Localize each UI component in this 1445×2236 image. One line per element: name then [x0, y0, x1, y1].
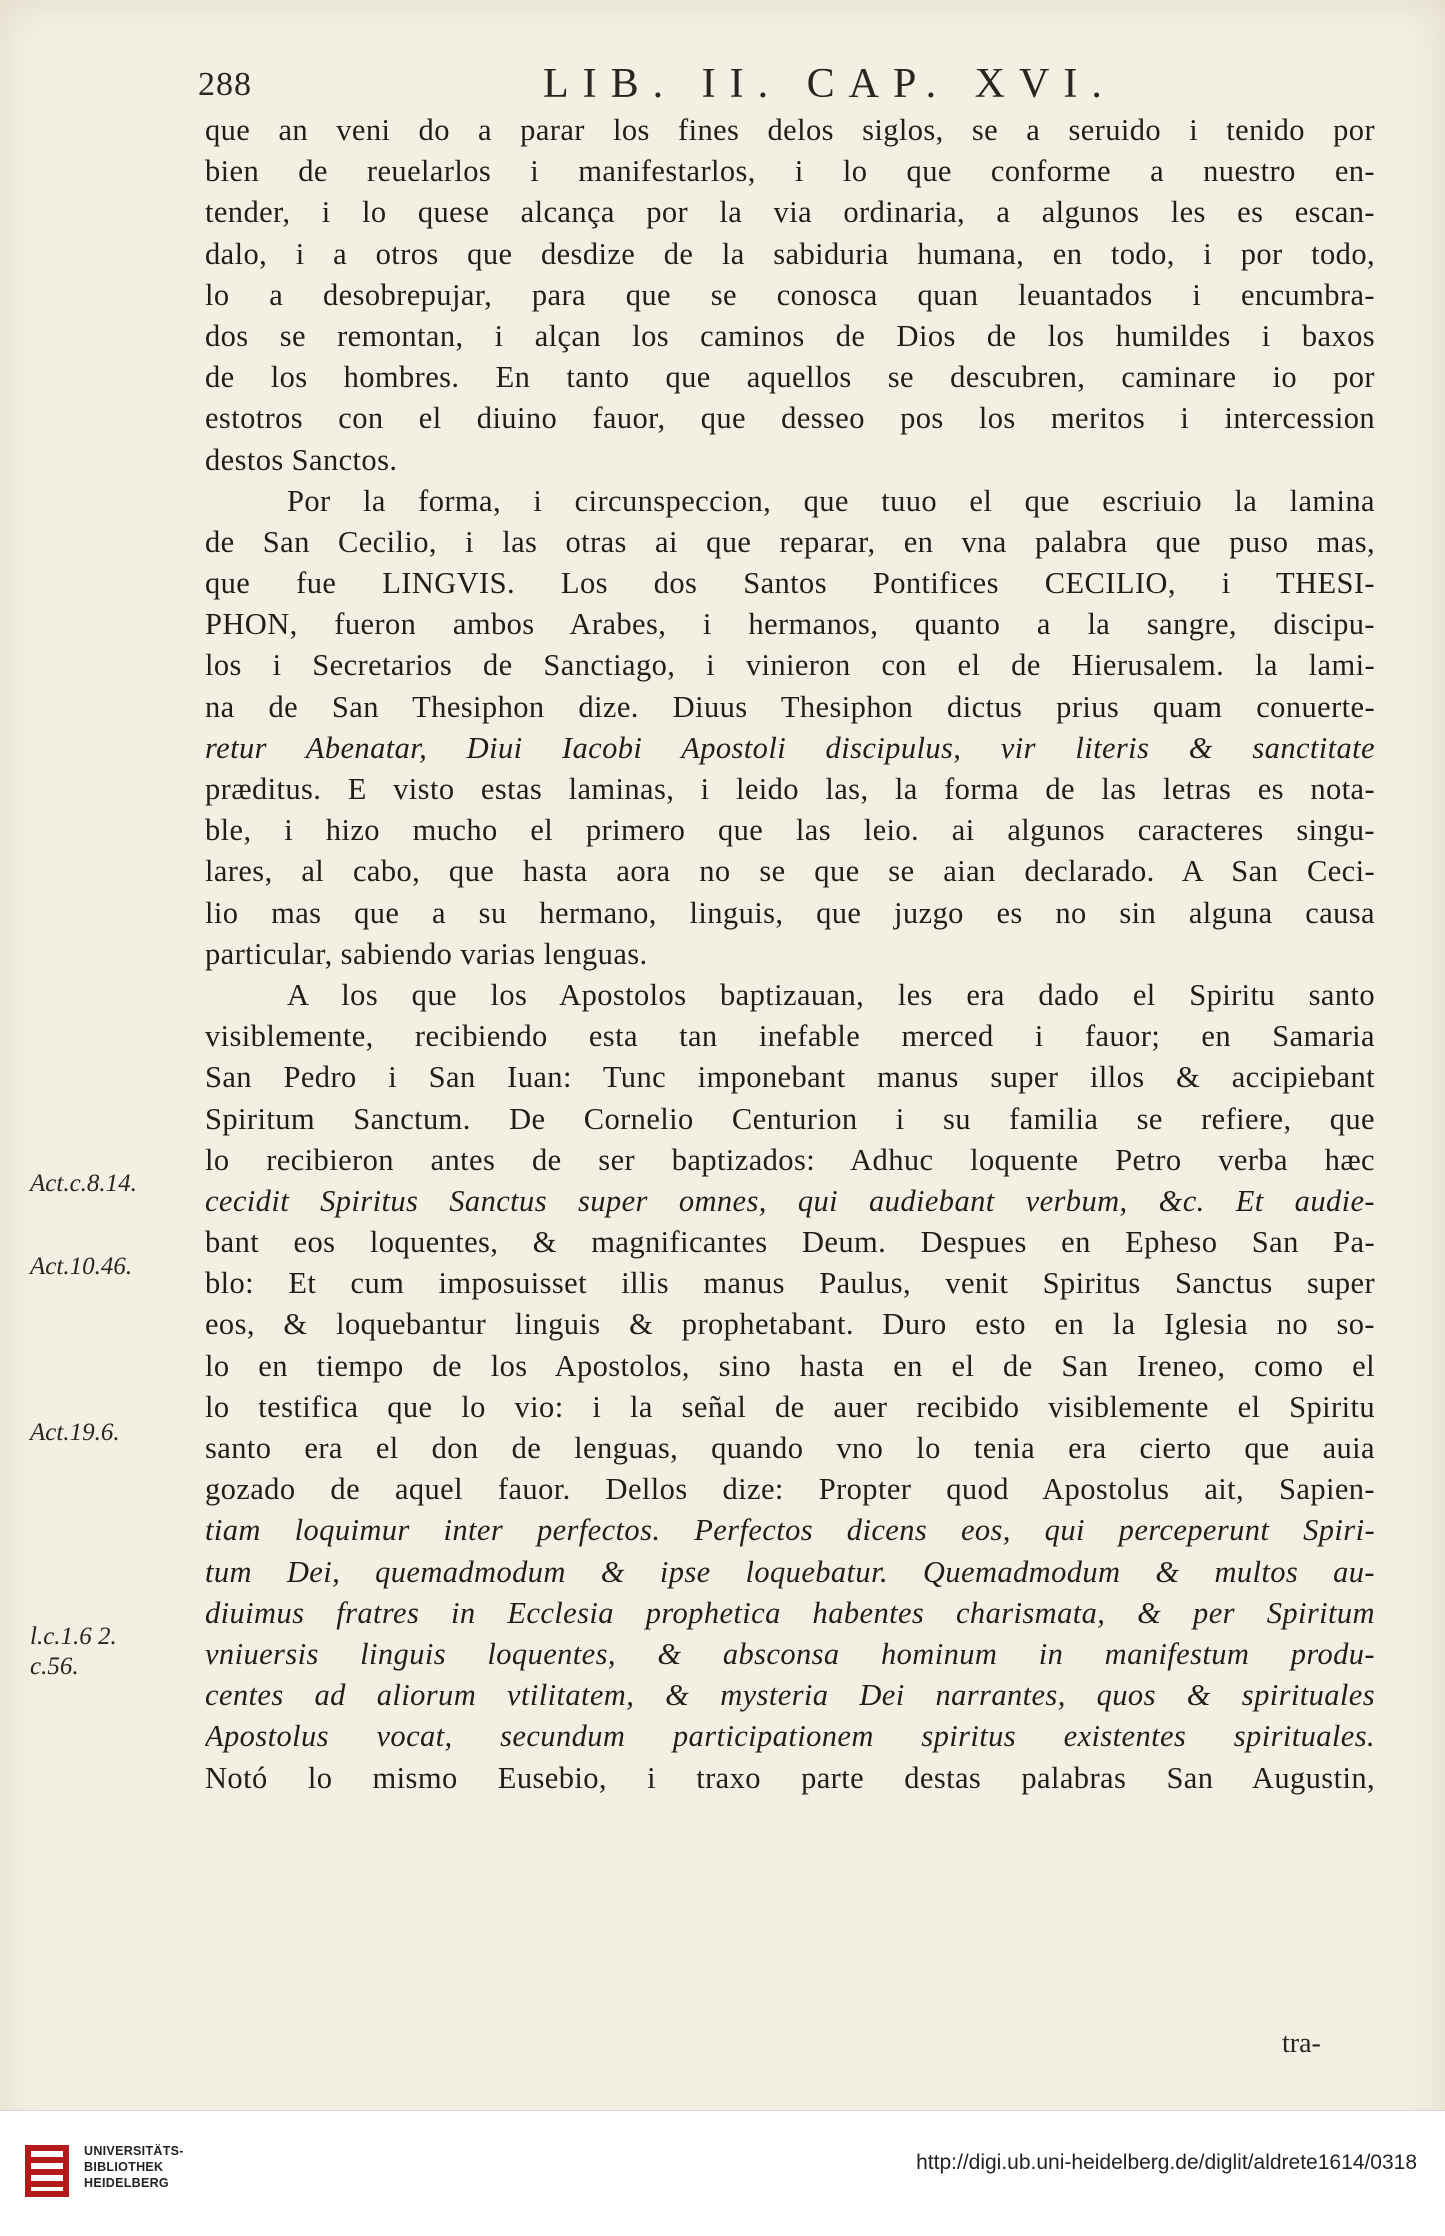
text-line: bien de reuelarlos i manifestarlos, i lo que conforme a nuestro en- — [205, 154, 1375, 189]
text-line: tum Dei, quemadmodum & ipse loquebatur. Quemadmodum & multos au- — [205, 1554, 1375, 1589]
institution-line: HEIDELBERG — [84, 2176, 169, 2190]
text-line: Spiritum Sanctum. De Cornelio Centurion i su familia se refiere, que — [205, 1101, 1375, 1136]
text-line: præditus. E visto estas laminas, i leido las, la forma de las letras es nota- — [205, 772, 1375, 806]
text-line: tender, i lo quese alcança por la via ordinaria, a algunos les es escan- — [205, 195, 1375, 230]
page-header — [198, 60, 1378, 114]
institution-line: UNIVERSITÄTS- — [84, 2144, 184, 2158]
text-line: que an veni do a parar los fines delos siglos, se a seruido i tenido por — [205, 113, 1375, 147]
text-line: lo en tiempo de los Apostolos, sino hasta en el de San Ireneo, como el — [205, 1348, 1375, 1383]
margin-note: c.56. — [30, 1653, 79, 1680]
margin-note: Act.10.46. — [30, 1253, 133, 1280]
text-line: dalo, i a otros que desdize de la sabiduria humana, en todo, i por todo, — [205, 236, 1375, 271]
margin-note: Act.c.8.14. — [30, 1170, 137, 1197]
university-library-logo-icon — [22, 2139, 72, 2203]
text-line: ble, i hizo mucho el primero que las leio. ai algunos caracteres singu- — [205, 813, 1375, 848]
text-line: visiblemente, recibiendo esta tan inefable merced i fauor; en Samaria — [205, 1019, 1375, 1054]
text-line: San Pedro i San Iuan: Tunc imponebant manus super illos & accipiebant — [205, 1060, 1375, 1095]
text-line: lo recibieron antes de ser baptizados: Adhuc loquente Petro verba hæc — [205, 1142, 1375, 1177]
running-head: LIB. II. CAP. XVI. — [543, 61, 1116, 107]
text-line: A los que los Apostolos baptizauan, les era dado el Spiritu santo — [287, 977, 1375, 1012]
text-line: destos Sanctos. — [205, 442, 398, 477]
text-line: lares, al cabo, que hasta aora no se que se aian declarado. A San Ceci- — [205, 854, 1375, 889]
text-line: centes ad aliorum vtilitatem, & mysteria Dei narrantes, quos & spirituales — [205, 1678, 1375, 1713]
text-line: gozado de aquel fauor. Dellos dize: Propter quod Apostolus ait, Sapien- — [205, 1472, 1375, 1507]
institution-line: BIBLIOTHEK — [84, 2160, 164, 2174]
text-line: PHON, fueron ambos Arabes, i hermanos, quanto a la sangre, discipu- — [205, 607, 1375, 642]
page-number: 288 — [198, 66, 252, 103]
text-line: retur Abenatar, Diui Iacobi Apostoli discipulus, vir literis & sanctitate — [205, 730, 1375, 765]
text-line: bant eos loquentes, & magnificantes Deum. Despues en Epheso San Pa- — [205, 1225, 1375, 1260]
text-line: santo era el don de lenguas, quando vno lo tenia era cierto que auia — [205, 1431, 1375, 1465]
text-line: lo a desobrepujar, para que se conosca quan leuantados i encumbra- — [205, 277, 1375, 312]
text-line: vniuersis linguis loquentes, & absconsa hominum in manifestum produ- — [205, 1636, 1375, 1671]
text-line: lo testifica que lo vio: i la señal de auer recibido visiblemente el Spiritu — [205, 1389, 1375, 1424]
text-line: de San Cecilio, i las otras ai que reparar, en vna palabra que puso mas, — [205, 524, 1375, 559]
text-line: lio mas que a su hermano, linguis, que juzgo es no sin alguna causa — [205, 895, 1375, 930]
source-url-link[interactable]: http://digi.ub.uni-heidelberg.de/diglit/aldrete1614/0318 — [916, 2151, 1417, 2174]
text-line: que fue LINGVIS. Los dos Santos Pontifices CECILIO, i THESI- — [205, 566, 1375, 601]
main-text — [205, 110, 1375, 1799]
margin-note: l.c.1.6 2. — [30, 1623, 117, 1650]
text-line: cecidit Spiritus Sanctus super omnes, qui audiebant verbum, &c. Et audie- — [205, 1183, 1375, 1218]
text-line: Notó lo mismo Eusebio, i traxo parte destas palabras San Augustin, — [205, 1760, 1375, 1795]
text-line: dos se remontan, i alçan los caminos de Dios de los humildes i baxos — [205, 318, 1375, 353]
text-line: Por la forma, i circunspeccion, que tuuo el que escriuio la lamina — [287, 483, 1375, 518]
text-line: Apostolus vocat, secundum participationem spiritus existentes spirituales. — [205, 1719, 1375, 1754]
text-line: tiam loquimur inter perfectos. Perfectos dicens eos, qui perceperunt Spiri- — [205, 1513, 1375, 1548]
text-line: particular, sabiendo varias lenguas. — [205, 936, 648, 971]
footer-bar — [0, 2110, 1445, 2236]
institution-name — [84, 2143, 184, 2191]
margin-note: Act.19.6. — [30, 1419, 120, 1446]
text-line: estotros con el diuino fauor, que desseo pos los meritos i intercession — [205, 401, 1375, 436]
text-line: de los hombres. En tanto que aquellos se descubren, caminare io por — [205, 360, 1375, 395]
text-line: diuimus fratres in Ecclesia prophetica habentes charismata, & per Spiritum — [205, 1595, 1375, 1630]
text-line: eos, & loquebantur linguis & prophetabant. Duro esto en la Iglesia no so- — [205, 1307, 1375, 1342]
text-line: los i Secretarios de Sanctiago, i vinieron con el de Hierusalem. la lami- — [205, 648, 1375, 683]
text-line: na de San Thesiphon dize. Diuus Thesiphon dictus prius quam conuerte- — [205, 689, 1375, 724]
text-line: blo: Et cum imposuisset illis manus Paulus, venit Spiritus Sanctus super — [205, 1266, 1375, 1301]
catchword: tra- — [1282, 2028, 1321, 2059]
